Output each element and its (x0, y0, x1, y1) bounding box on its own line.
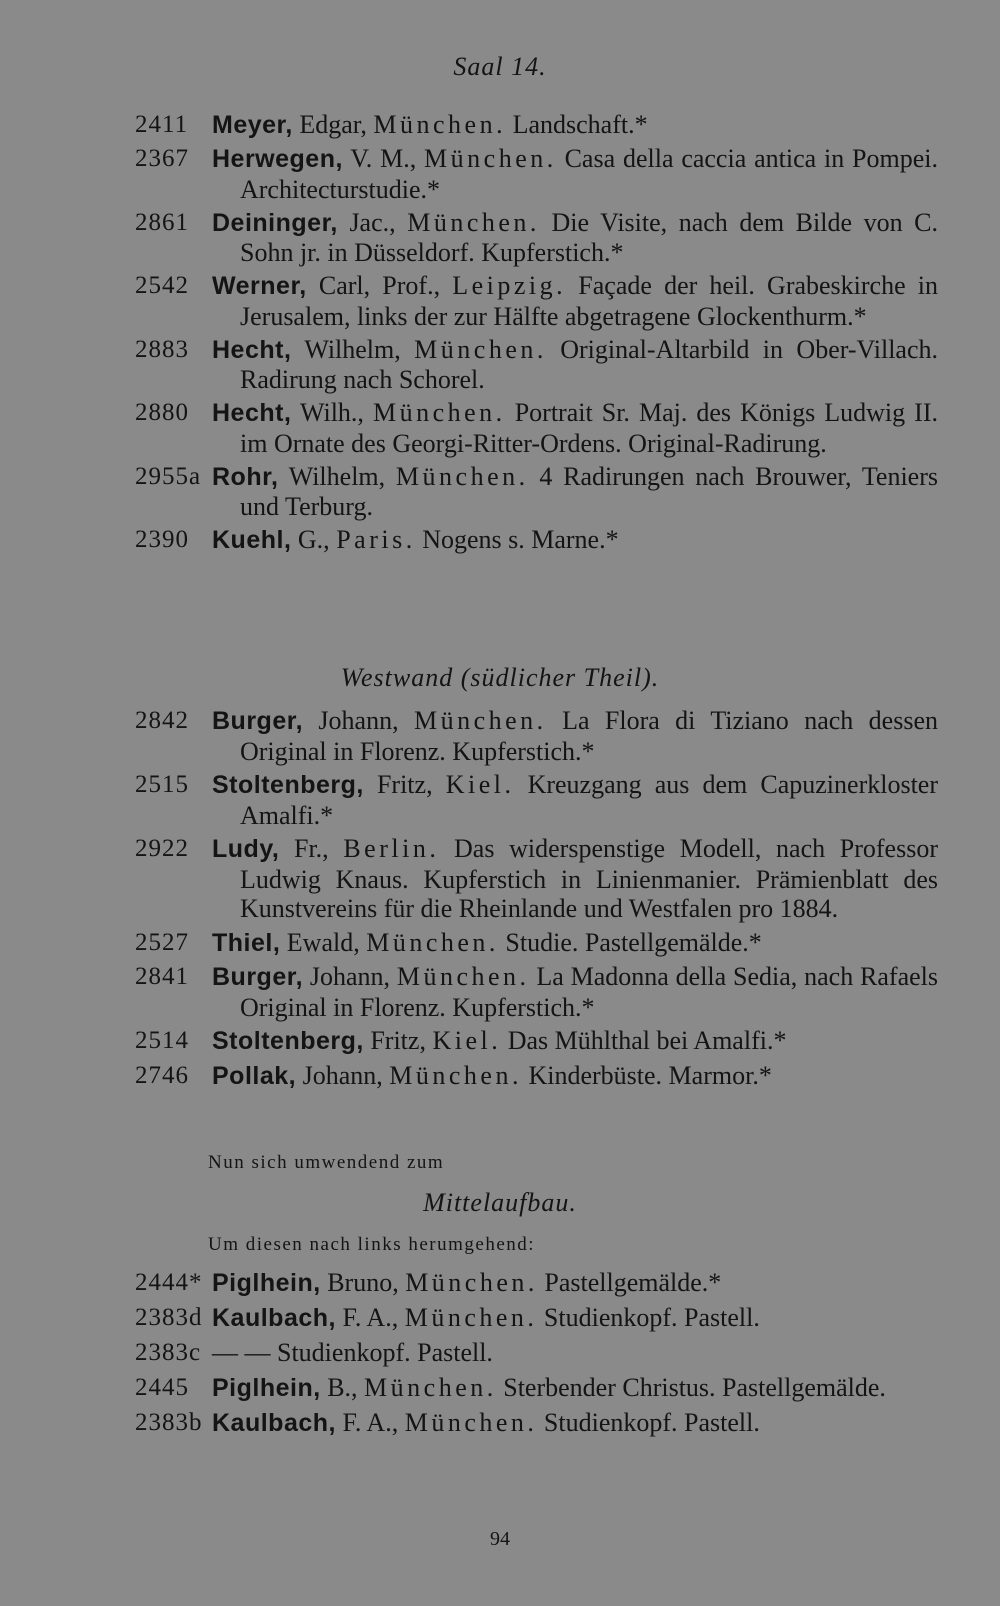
entry-number: 2746 (135, 1061, 189, 1089)
artwork-description: Pastellgemälde.* (537, 1268, 722, 1297)
artist-details: Johann, (303, 962, 397, 991)
entry-number: 2922 (135, 835, 189, 862)
artist-city: München. (405, 1268, 538, 1297)
artist-details: F. A., (335, 1408, 405, 1437)
entry-number: 2861 (135, 208, 189, 236)
artist-city: München. (404, 1303, 538, 1332)
artwork-description: Casa della caccia antica in Pompei. Architecturstudie.* (240, 144, 938, 204)
entry-number: 2390 (135, 526, 189, 553)
artist-details: Johann, (303, 706, 414, 735)
artist-name: Ludy, (212, 835, 280, 863)
entries-group-2 (0, 706, 1000, 1095)
section-title-westwand: Westwand (südlicher Theil). (340, 663, 660, 692)
page-header: Saal 14. (453, 52, 547, 81)
artist-name: Hecht, (212, 335, 292, 364)
artist-name: Rohr, (212, 462, 279, 491)
catalogue-entry (0, 1061, 1000, 1092)
entry-number: 2880 (135, 399, 189, 426)
catalogue-entry (0, 462, 1000, 522)
artwork-description: Studienkopf. Pastell. (537, 1303, 760, 1332)
artist-city: München. (424, 144, 557, 173)
entry-number: 2842 (135, 707, 189, 734)
artist-name: Thiel, (212, 928, 281, 957)
catalogue-entry (0, 1268, 1000, 1299)
artist-name: Meyer, (212, 111, 293, 139)
artwork-description: Portrait Sr. Maj. des Königs Ludwig II. im Ornate des Georgi-Ritter-Ordens. Original-Radirung. (240, 398, 938, 458)
entry-number: 2841 (135, 963, 189, 990)
artist-name: Deininger, (212, 208, 338, 237)
artist-city: München. (414, 334, 547, 364)
artist-details: Carl, Prof., (306, 271, 453, 300)
artwork-description: Original-Altarbild in Ober-Villach. Radirung nach Schorel. (240, 334, 938, 394)
entry-number: 2383b (135, 1409, 203, 1436)
artist-details: Edgar, (292, 110, 374, 139)
artist-name: Burger, (212, 707, 304, 735)
artist-city: München. (389, 1060, 522, 1090)
entry-number: 2367 (135, 145, 189, 172)
artwork-description: Sterbender Christus. Pastellgemälde. (496, 1373, 886, 1402)
artist-details: Fritz, (363, 770, 446, 799)
artist-city: Paris. (336, 525, 416, 554)
artist-name: Kaulbach, (212, 1304, 336, 1332)
artwork-description: Die Visite, nach dem Bilde von C. Sohn jr. in Düsseldorf. Kupferstich.* (240, 207, 938, 267)
catalogue-entry (0, 1303, 1000, 1334)
catalogue-entry (0, 335, 1000, 395)
artist-city: München. (404, 1408, 538, 1437)
artist-city: München. (395, 461, 529, 491)
artist-details: V. M., (342, 144, 425, 173)
artist-details: Johann, (296, 1060, 390, 1090)
artist-name: Herwegen, (212, 145, 343, 173)
artist-name: Piglhein, (212, 1269, 321, 1297)
entry-number: 2383d (135, 1304, 203, 1331)
artwork-description: Studie. Pastellgemälde.* (498, 927, 762, 957)
artwork-description: Nogens s. Marne.* (415, 525, 619, 554)
catalogue-entry (0, 525, 1000, 556)
catalogue-entry (0, 271, 1000, 331)
artist-details: Wilhelm, (291, 334, 415, 364)
note-turn-around: Nun sich umwendend zum (208, 1152, 445, 1173)
catalogue-entry (0, 770, 1000, 830)
artist-city: München. (413, 706, 547, 735)
artist-details: G., (291, 525, 337, 554)
artist-name: Hecht, (212, 399, 292, 427)
entry-number: 2527 (135, 928, 189, 956)
catalogue-entry (0, 1338, 1000, 1369)
catalogue-entry (0, 706, 1000, 766)
artist-city: Leipzig. (452, 271, 567, 300)
artist-details: F. A., (335, 1303, 405, 1332)
artwork-description: Kinderbüste. Marmor.* (521, 1060, 772, 1090)
artist-name: Kaulbach, (212, 1409, 336, 1437)
artwork-description: Studienkopf. Pastell. (537, 1408, 760, 1437)
artist-city: München. (407, 207, 540, 237)
entries-group-1 (0, 110, 1000, 559)
artist-name: Stoltenberg, (212, 1027, 364, 1055)
artwork-description: La Madonna della Sedia, nach Rafaels Original in Florenz. Kupferstich.* (240, 962, 938, 1022)
entry-number: 2883 (135, 335, 189, 363)
catalogue-entry (0, 398, 1000, 458)
catalogue-entry (0, 834, 1000, 924)
artwork-description: Das widerspenstige Modell, nach Professor Ludwig Knaus. Kupferstich in Linienmanier. Prämienblatt des Kunstvereins für die Rheinlande und Westfalen pro 1884. (240, 834, 938, 923)
artist-details: Bruno, (320, 1268, 406, 1297)
artist-name: Stoltenberg, (212, 771, 364, 799)
artwork-description: 4 Radirungen nach Brouwer, Teniers und Terburg. (240, 461, 938, 521)
entry-number: 2445 (135, 1374, 189, 1401)
artist-city: München. (372, 398, 506, 427)
artist-details: B., (320, 1373, 365, 1402)
artist-details: — — Studienkopf. Pastell. (212, 1338, 493, 1367)
artist-city: München. (396, 962, 530, 991)
entry-number: 2383c (135, 1339, 202, 1366)
note-go-around: Um diesen nach links herumgehend: (208, 1234, 536, 1255)
artist-name: Burger, (212, 963, 304, 991)
artist-details: Wilhelm, (278, 461, 396, 491)
artist-city: Kiel. (432, 1026, 502, 1055)
catalogue-entry (0, 928, 1000, 959)
artist-name: Werner, (212, 272, 307, 300)
catalogue-entry (0, 962, 1000, 1022)
catalogue-entry (0, 1373, 1000, 1404)
catalogue-entry (0, 208, 1000, 268)
artist-details: Fr., (279, 834, 344, 863)
entries-group-3 (0, 1268, 1000, 1443)
artist-city: München. (373, 110, 507, 139)
artwork-description: Façade der heil. Grabeskirche in Jerusalem, links der zur Hälfte abgetragene Glockenthurm.* (240, 271, 939, 331)
entry-number: 2514 (135, 1027, 189, 1054)
artist-name: Piglhein, (212, 1374, 321, 1402)
artist-city: München. (366, 927, 499, 957)
artist-name: Pollak, (212, 1061, 297, 1090)
entry-number: 2444* (135, 1269, 203, 1296)
entry-number: 2411 (135, 111, 189, 138)
artist-city: Kiel. (445, 770, 515, 799)
artwork-description: Kreuzgang aus dem Capuzinerkloster Amalfi.* (240, 770, 938, 830)
artist-city: Berlin. (343, 834, 440, 863)
artwork-description: La Flora di Tiziano nach dessen Original in Florenz. Kupferstich.* (240, 706, 938, 766)
catalogue-entry (0, 144, 1000, 204)
catalogue-entry (0, 1408, 1000, 1439)
page-number: 94 (490, 1528, 510, 1550)
artist-details: Ewald, (280, 927, 367, 957)
catalogue-entry (0, 110, 1000, 141)
artwork-description: Das Mühlthal bei Amalfi.* (501, 1026, 787, 1055)
entry-number: 2515 (135, 771, 189, 798)
entry-number: 2542 (135, 272, 189, 299)
section-title-mittelaufbau: Mittelaufbau. (423, 1188, 577, 1217)
artist-details: Jac., (337, 207, 408, 237)
catalogue-entry (0, 1026, 1000, 1057)
artist-city: München. (364, 1373, 497, 1402)
artwork-description: Landschaft.* (506, 110, 648, 139)
entry-number: 2955a (135, 462, 202, 490)
artist-name: Kuehl, (212, 526, 292, 554)
artist-details: Wilh., (291, 398, 373, 427)
artist-details: Fritz, (363, 1026, 433, 1055)
